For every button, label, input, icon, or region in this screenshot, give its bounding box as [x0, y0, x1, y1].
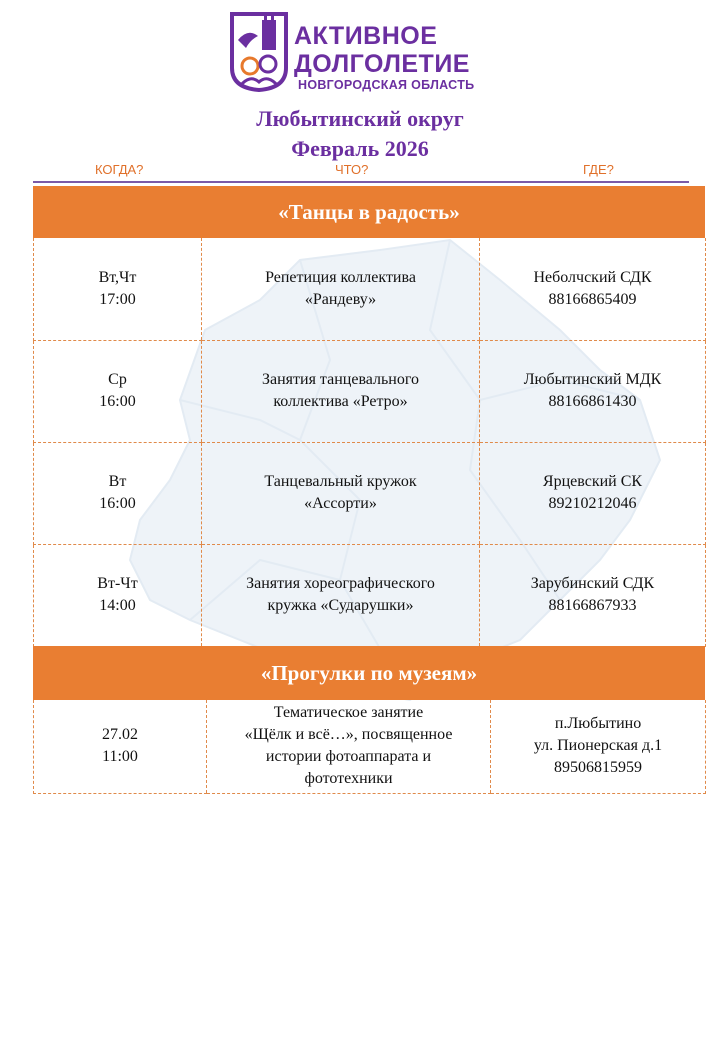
table-row [34, 340, 706, 442]
logo-title-line1: АКТИВНОЕ [294, 22, 438, 50]
table-row [34, 544, 706, 646]
when-cell: Вт 16:00 [34, 442, 202, 544]
column-what: ЧТО? [335, 162, 369, 177]
logo [228, 10, 498, 96]
where-cell: п.Любытино ул. Пионерская д.1 89506815959 [491, 700, 706, 793]
logo-subtitle: НОВГОРОДСКАЯ ОБЛАСТЬ [298, 78, 475, 92]
district-title: Любытинский округ [256, 106, 464, 131]
where-cell: Зарубинский СДК 88166867933 [480, 544, 706, 646]
header-divider [33, 181, 689, 183]
column-where: ГДЕ? [583, 162, 614, 177]
museum-schedule-table [33, 700, 706, 794]
month-title: Февраль 2026 [291, 136, 429, 161]
what-cell: Танцевальный кружок «Ассорти» [202, 442, 480, 544]
column-when: КОГДА? [95, 162, 144, 177]
dance-schedule-table [33, 238, 706, 647]
what-cell: Тематическое занятие «Щёлк и всё…», посвященное истории фотоаппарата и фототехники [207, 700, 491, 793]
table-row [34, 700, 706, 793]
section-title-dance: «Танцы в радость» [33, 186, 705, 238]
where-cell: Любытинский МДК 88166861430 [480, 340, 706, 442]
logo-title-line2: ДОЛГОЛЕТИЕ [294, 50, 470, 78]
active-longevity-emblem-icon [228, 10, 290, 92]
where-cell: Неболчский СДК 88166865409 [480, 238, 706, 340]
when-cell: Вт,Чт 17:00 [34, 238, 202, 340]
when-cell: Вт-Чт 14:00 [34, 544, 202, 646]
when-cell: Ср 16:00 [34, 340, 202, 442]
table-row [34, 442, 706, 544]
table-row [34, 238, 706, 340]
where-cell: Ярцевский СК 89210212046 [480, 442, 706, 544]
what-cell: Занятия хореографического кружка «Сударушки» [202, 544, 480, 646]
what-cell: Репетиция коллектива «Рандеву» [202, 238, 480, 340]
when-cell: 27.02 11:00 [34, 700, 207, 793]
what-cell: Занятия танцевального коллектива «Ретро» [202, 340, 480, 442]
section-title-museums: «Прогулки по музеям» [33, 646, 705, 700]
